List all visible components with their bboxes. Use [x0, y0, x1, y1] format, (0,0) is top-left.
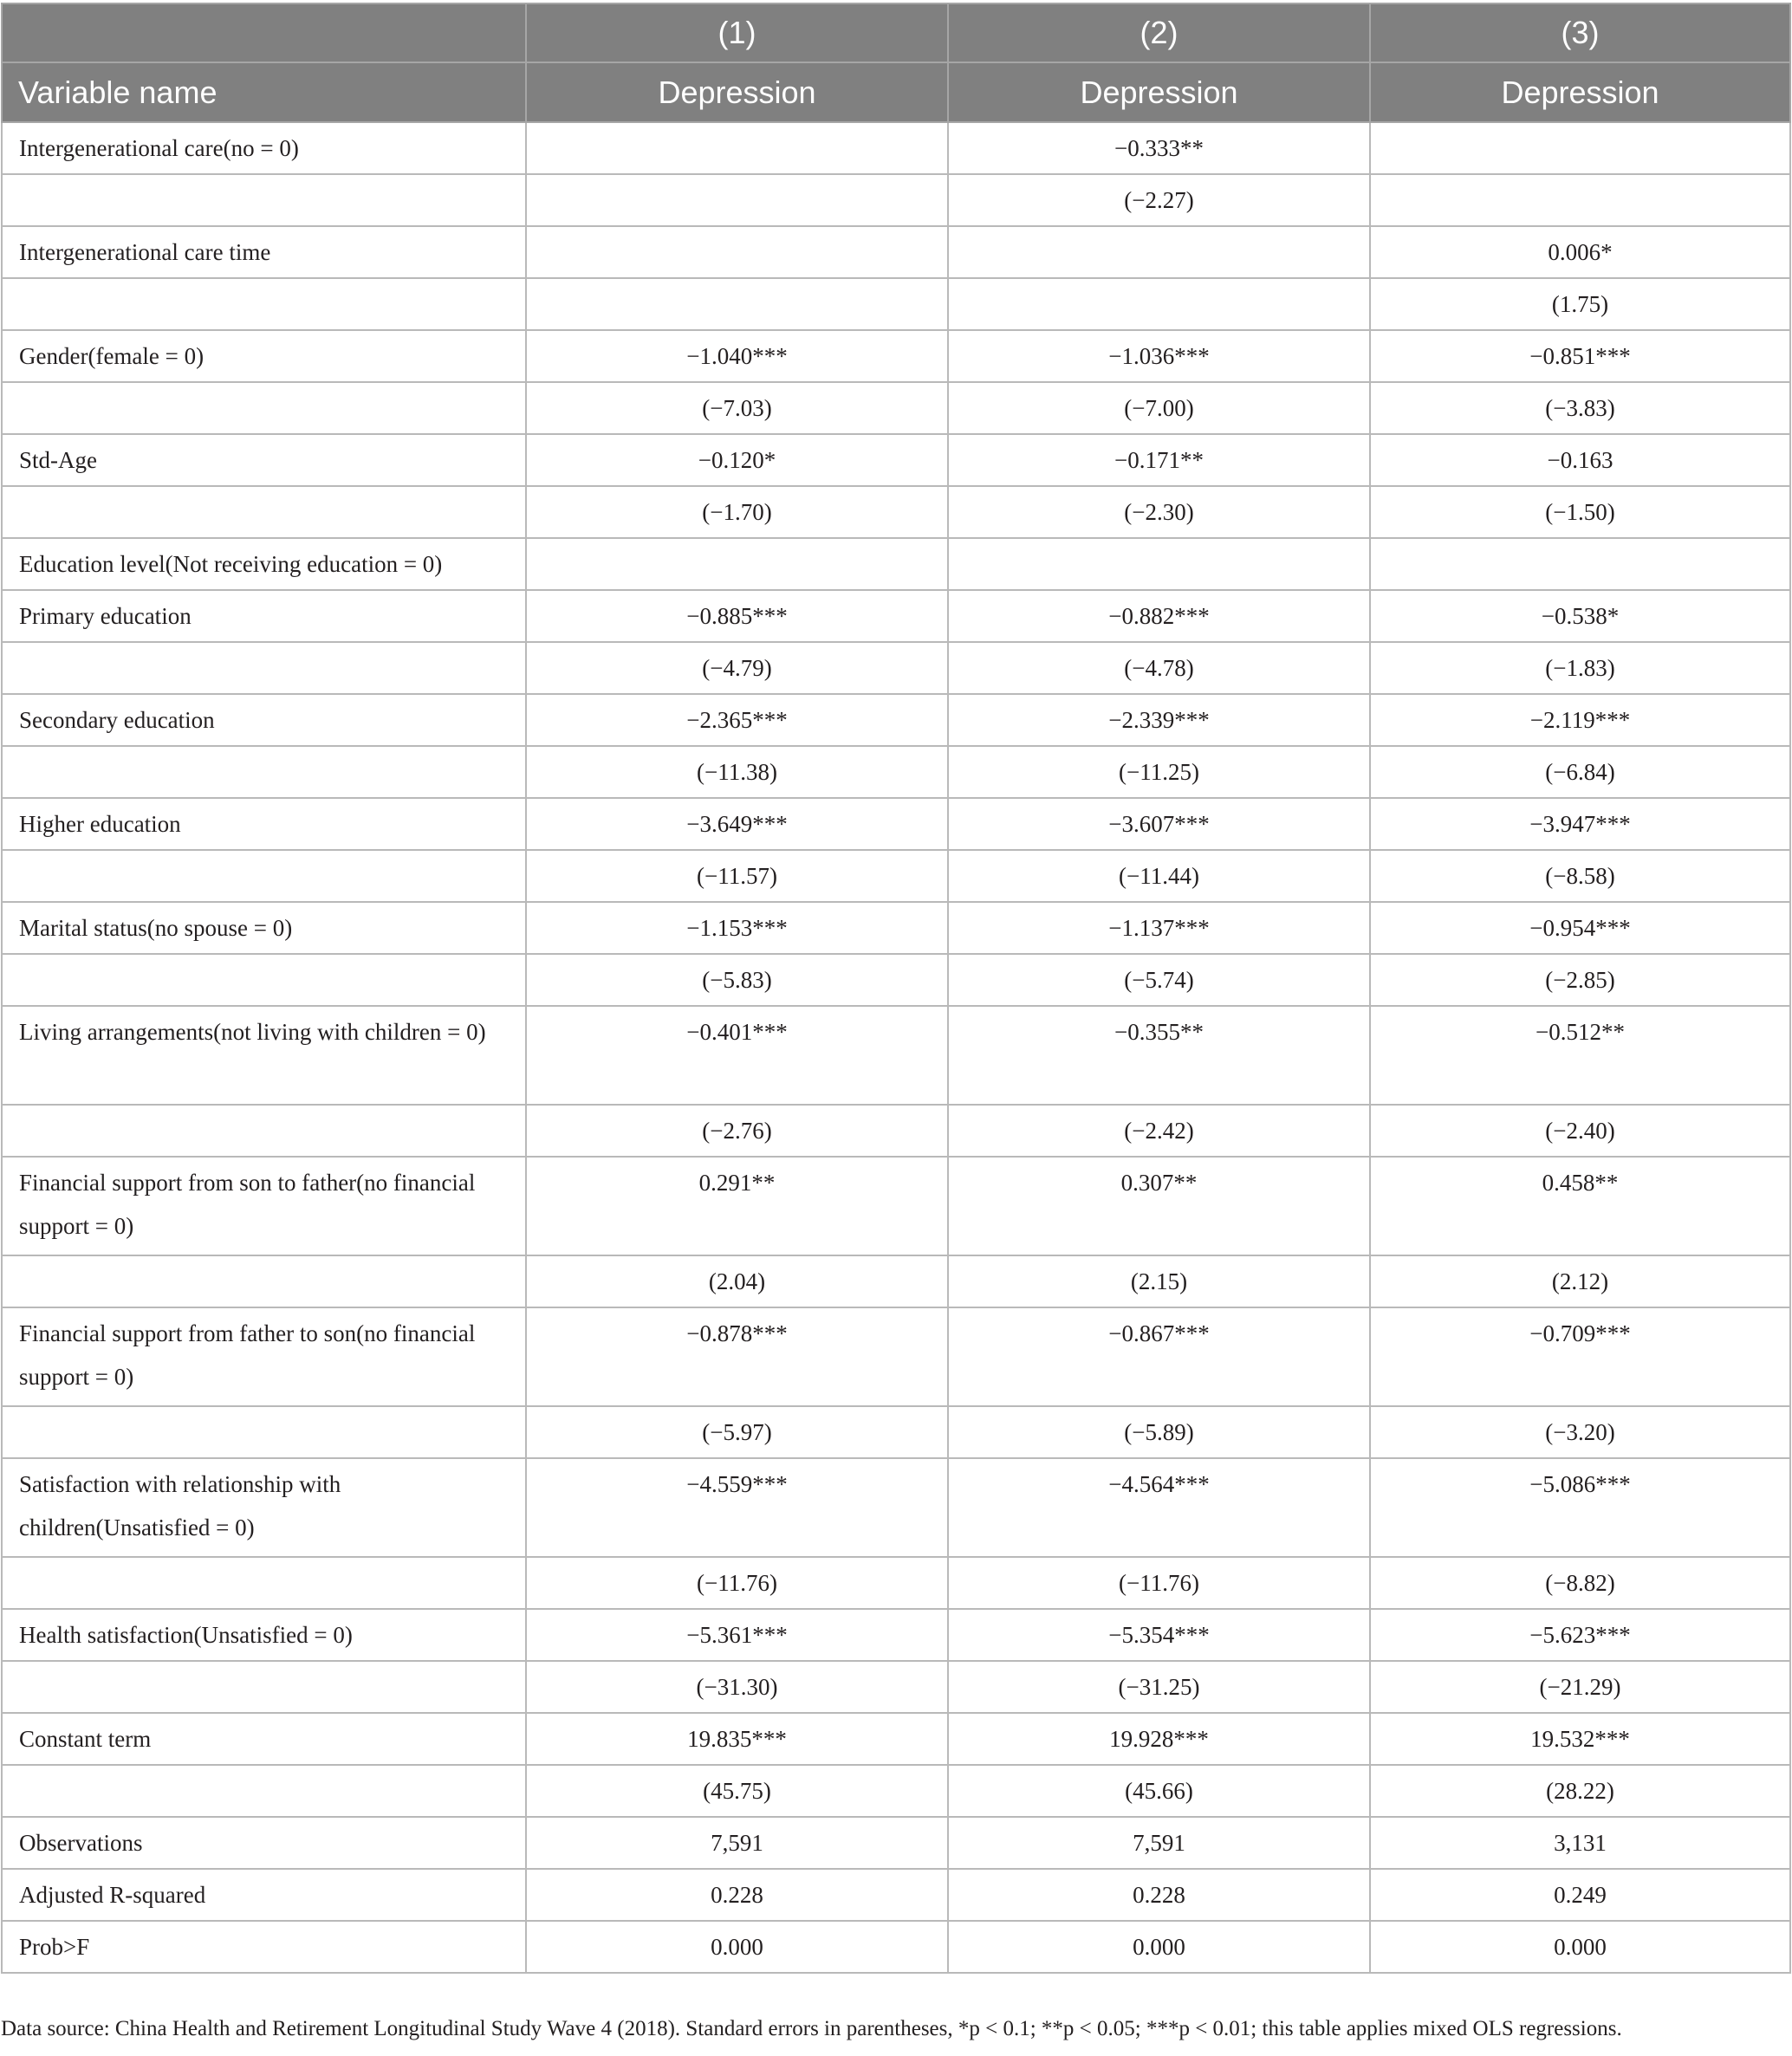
variable-label-cell [2, 1406, 526, 1458]
table-row [2, 330, 1790, 382]
model-3-value-cell: 0.000 [1370, 1921, 1790, 1973]
header-dependent-3: Depression [1370, 62, 1790, 122]
model-2-value-cell: (−31.25) [948, 1661, 1370, 1713]
model-1-value-cell: 0.291** [526, 1157, 948, 1255]
model-1-value-cell [526, 174, 948, 226]
model-2-value-cell: (−2.27) [948, 174, 1370, 226]
model-1-value-cell: −1.153*** [526, 902, 948, 954]
table-row [2, 1869, 1790, 1921]
model-1-value-cell: (−7.03) [526, 382, 948, 434]
table-row [2, 1921, 1790, 1973]
model-1-value-cell: −2.365*** [526, 694, 948, 746]
variable-label-cell [2, 1661, 526, 1713]
model-2-value-cell: (−11.25) [948, 746, 1370, 798]
model-3-value-cell: (−1.83) [1370, 642, 1790, 694]
model-1-value-cell: (−4.79) [526, 642, 948, 694]
regression-table [1, 3, 1791, 1974]
variable-label-cell [2, 642, 526, 694]
table-row [2, 1157, 1790, 1255]
model-3-value-cell: (−3.83) [1370, 382, 1790, 434]
model-2-value-cell: −0.882*** [948, 590, 1370, 642]
model-2-value-cell: (−5.74) [948, 954, 1370, 1006]
model-3-value-cell [1370, 174, 1790, 226]
model-3-value-cell: (28.22) [1370, 1765, 1790, 1817]
model-1-value-cell: −1.040*** [526, 330, 948, 382]
model-1-value-cell: (−5.83) [526, 954, 948, 1006]
model-2-value-cell: (−7.00) [948, 382, 1370, 434]
variable-label-cell: Satisfaction with relationship with children(Unsatisfied = 0) [2, 1458, 526, 1557]
model-3-value-cell: −0.851*** [1370, 330, 1790, 382]
table-row [2, 538, 1790, 590]
variable-label-cell: Std-Age [2, 434, 526, 486]
model-2-value-cell [948, 226, 1370, 278]
variable-label-cell [2, 278, 526, 330]
variable-label-cell [2, 382, 526, 434]
table-row-stat [2, 642, 1790, 694]
table-row-stat [2, 1255, 1790, 1307]
table-row [2, 902, 1790, 954]
model-3-value-cell: (−6.84) [1370, 746, 1790, 798]
model-2-value-cell: 0.228 [948, 1869, 1370, 1921]
model-3-value-cell: (−2.85) [1370, 954, 1790, 1006]
model-3-value-cell: (−8.82) [1370, 1557, 1790, 1609]
table-row-stat [2, 1105, 1790, 1157]
table-row-stat [2, 174, 1790, 226]
model-1-value-cell: (−5.97) [526, 1406, 948, 1458]
variable-label-cell [2, 1255, 526, 1307]
model-2-value-cell: −0.171** [948, 434, 1370, 486]
variable-label-cell: Living arrangements(not living with children = 0) [2, 1006, 526, 1105]
model-1-value-cell: (45.75) [526, 1765, 948, 1817]
model-2-value-cell: 0.307** [948, 1157, 1370, 1255]
model-1-value-cell: 0.228 [526, 1869, 948, 1921]
variable-label-cell: Intergenerational care time [2, 226, 526, 278]
variable-label-cell: Gender(female = 0) [2, 330, 526, 382]
table-footnote: Data source: China Health and Retirement Longitudinal Study Wave 4 (2018). Standard errors in parentheses, *p < 0.1; **p < 0.05; ***p < 0.01; this table applies mixed OLS regressions. [1, 2017, 1622, 2040]
model-2-value-cell: 19.928*** [948, 1713, 1370, 1765]
model-1-value-cell [526, 226, 948, 278]
table-row [2, 694, 1790, 746]
variable-label-cell: Secondary education [2, 694, 526, 746]
model-1-value-cell: (−2.76) [526, 1105, 948, 1157]
model-1-value-cell: −0.878*** [526, 1307, 948, 1406]
model-2-value-cell: (−4.78) [948, 642, 1370, 694]
model-3-value-cell: −5.623*** [1370, 1609, 1790, 1661]
model-1-value-cell: (2.04) [526, 1255, 948, 1307]
model-3-value-cell: (2.12) [1370, 1255, 1790, 1307]
header-model-1: (1) [526, 3, 948, 62]
variable-label-cell: Primary education [2, 590, 526, 642]
table-row [2, 1609, 1790, 1661]
variable-label-cell: Intergenerational care(no = 0) [2, 122, 526, 174]
model-1-value-cell: 19.835*** [526, 1713, 948, 1765]
variable-label-cell: Adjusted R-squared [2, 1869, 526, 1921]
table-row [2, 226, 1790, 278]
model-3-value-cell: (−2.40) [1370, 1105, 1790, 1157]
model-2-value-cell: (45.66) [948, 1765, 1370, 1817]
variable-label-cell: Observations [2, 1817, 526, 1869]
table-row-stat [2, 1765, 1790, 1817]
variable-label-cell: Constant term [2, 1713, 526, 1765]
table-row [2, 434, 1790, 486]
model-3-value-cell: −0.512** [1370, 1006, 1790, 1105]
model-3-value-cell: −2.119*** [1370, 694, 1790, 746]
variable-label-cell [2, 954, 526, 1006]
model-3-value-cell [1370, 122, 1790, 174]
model-1-value-cell [526, 122, 948, 174]
model-2-value-cell [948, 278, 1370, 330]
model-3-value-cell: (1.75) [1370, 278, 1790, 330]
model-1-value-cell: (−11.76) [526, 1557, 948, 1609]
table-row [2, 1307, 1790, 1406]
variable-label-cell: Financial support from father to son(no financial support = 0) [2, 1307, 526, 1406]
model-3-value-cell: −0.709*** [1370, 1307, 1790, 1406]
variable-label-cell [2, 1105, 526, 1157]
table-row-stat [2, 850, 1790, 902]
variable-label-cell [2, 174, 526, 226]
model-3-value-cell: 0.249 [1370, 1869, 1790, 1921]
model-1-value-cell: −0.885*** [526, 590, 948, 642]
model-3-value-cell: −0.954*** [1370, 902, 1790, 954]
table-row-stat [2, 382, 1790, 434]
model-2-value-cell: (−2.42) [948, 1105, 1370, 1157]
variable-label-cell: Higher education [2, 798, 526, 850]
table-row [2, 122, 1790, 174]
table-row [2, 1006, 1790, 1105]
model-2-value-cell: −3.607*** [948, 798, 1370, 850]
variable-label-cell: Health satisfaction(Unsatisfied = 0) [2, 1609, 526, 1661]
table-row-stat [2, 486, 1790, 538]
table-row [2, 1713, 1790, 1765]
table-header [2, 3, 1790, 122]
model-3-value-cell: 3,131 [1370, 1817, 1790, 1869]
model-1-value-cell [526, 538, 948, 590]
model-2-value-cell: 0.000 [948, 1921, 1370, 1973]
table-row-stat [2, 1661, 1790, 1713]
model-1-value-cell: (−11.57) [526, 850, 948, 902]
model-1-value-cell: 7,591 [526, 1817, 948, 1869]
model-3-value-cell: −0.538* [1370, 590, 1790, 642]
variable-label-cell [2, 1557, 526, 1609]
model-1-value-cell: −3.649*** [526, 798, 948, 850]
model-1-value-cell: 0.000 [526, 1921, 948, 1973]
model-3-value-cell: 19.532*** [1370, 1713, 1790, 1765]
model-2-value-cell: (−11.76) [948, 1557, 1370, 1609]
model-2-value-cell: −1.137*** [948, 902, 1370, 954]
header-row-model-numbers [2, 3, 1790, 62]
header-row-dependent [2, 62, 1790, 122]
model-2-value-cell: −4.564*** [948, 1458, 1370, 1557]
model-2-value-cell: −0.867*** [948, 1307, 1370, 1406]
table-row-stat [2, 1557, 1790, 1609]
model-3-value-cell: 0.006* [1370, 226, 1790, 278]
model-3-value-cell: −5.086*** [1370, 1458, 1790, 1557]
model-3-value-cell [1370, 538, 1790, 590]
header-model-3: (3) [1370, 3, 1790, 62]
variable-label-cell: Education level(Not receiving education = 0) [2, 538, 526, 590]
model-1-value-cell: (−11.38) [526, 746, 948, 798]
model-1-value-cell: −0.120* [526, 434, 948, 486]
model-2-value-cell: 7,591 [948, 1817, 1370, 1869]
model-2-value-cell: −1.036*** [948, 330, 1370, 382]
header-model-2: (2) [948, 3, 1370, 62]
model-2-value-cell: −0.333** [948, 122, 1370, 174]
model-2-value-cell: (−5.89) [948, 1406, 1370, 1458]
model-3-value-cell: (−1.50) [1370, 486, 1790, 538]
variable-label-cell [2, 746, 526, 798]
model-3-value-cell: 0.458** [1370, 1157, 1790, 1255]
model-1-value-cell: (−1.70) [526, 486, 948, 538]
header-dependent-2: Depression [948, 62, 1370, 122]
header-dependent-1: Depression [526, 62, 948, 122]
model-1-value-cell: −0.401*** [526, 1006, 948, 1105]
table-row [2, 590, 1790, 642]
model-3-value-cell: (−3.20) [1370, 1406, 1790, 1458]
table-body [2, 122, 1790, 1973]
model-2-value-cell: (−11.44) [948, 850, 1370, 902]
table-row [2, 1458, 1790, 1557]
table-row-stat [2, 954, 1790, 1006]
header-empty-cell [2, 3, 526, 62]
model-2-value-cell: −5.354*** [948, 1609, 1370, 1661]
model-1-value-cell: (−31.30) [526, 1661, 948, 1713]
variable-label-cell [2, 1765, 526, 1817]
variable-label-cell: Marital status(no spouse = 0) [2, 902, 526, 954]
variable-label-cell [2, 850, 526, 902]
model-2-value-cell: −0.355** [948, 1006, 1370, 1105]
model-3-value-cell: −3.947*** [1370, 798, 1790, 850]
header-variable-name: Variable name [2, 62, 526, 122]
model-1-value-cell [526, 278, 948, 330]
model-3-value-cell: (−21.29) [1370, 1661, 1790, 1713]
variable-label-cell [2, 486, 526, 538]
model-1-value-cell: −4.559*** [526, 1458, 948, 1557]
table-row [2, 798, 1790, 850]
model-3-value-cell: (−8.58) [1370, 850, 1790, 902]
model-2-value-cell: (−2.30) [948, 486, 1370, 538]
table-row-stat [2, 1406, 1790, 1458]
model-2-value-cell: −2.339*** [948, 694, 1370, 746]
model-1-value-cell: −5.361*** [526, 1609, 948, 1661]
table-row [2, 1817, 1790, 1869]
table-row-stat [2, 746, 1790, 798]
variable-label-cell: Financial support from son to father(no financial support = 0) [2, 1157, 526, 1255]
model-3-value-cell: −0.163 [1370, 434, 1790, 486]
model-2-value-cell [948, 538, 1370, 590]
model-2-value-cell: (2.15) [948, 1255, 1370, 1307]
table-row-stat [2, 278, 1790, 330]
variable-label-cell: Prob>F [2, 1921, 526, 1973]
